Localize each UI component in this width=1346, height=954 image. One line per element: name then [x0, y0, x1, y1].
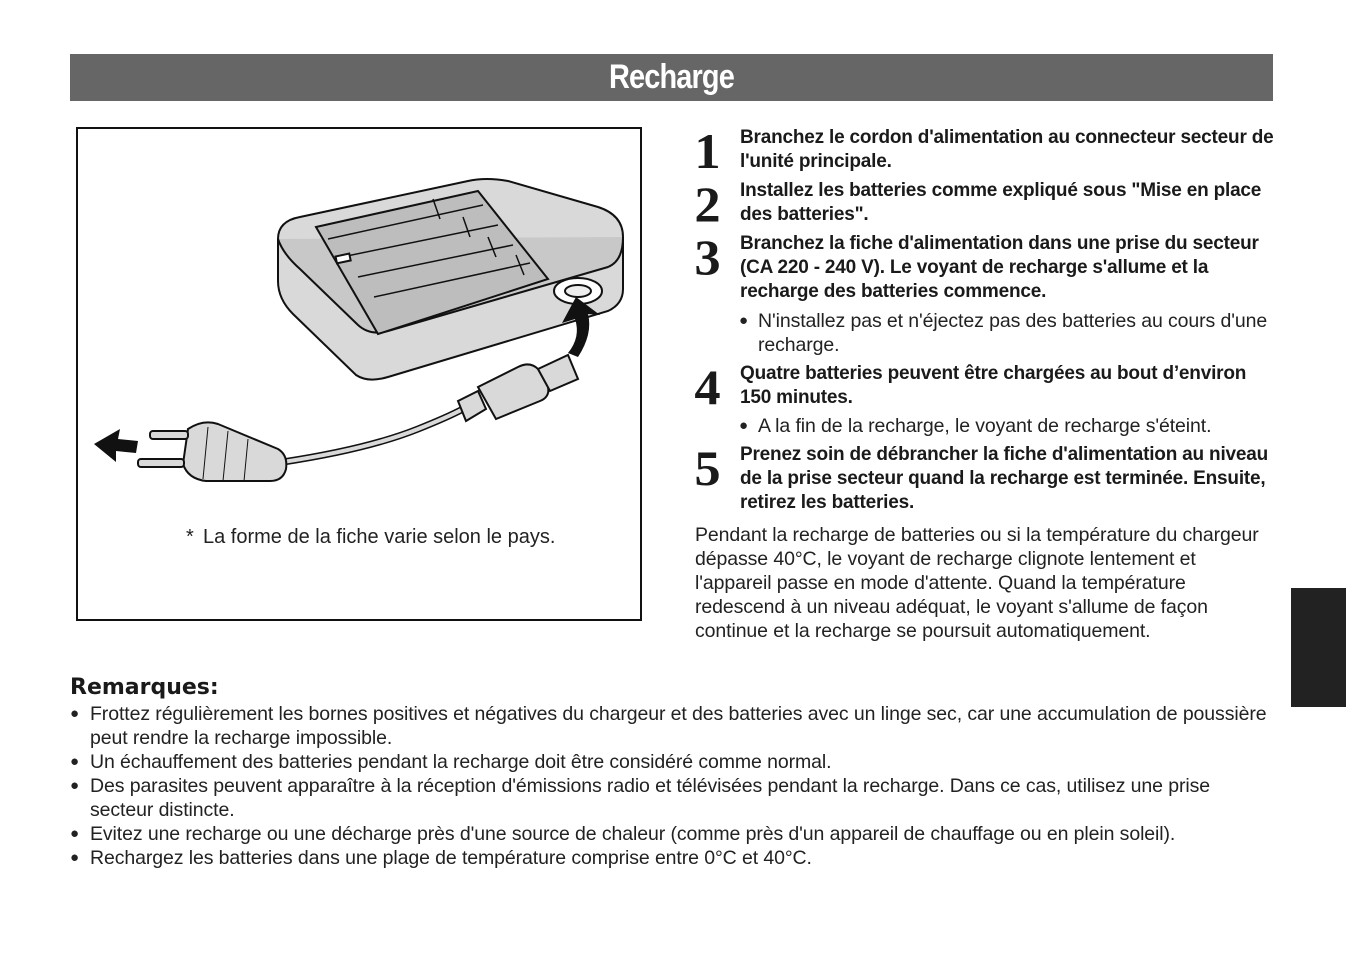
illustration-box: [76, 127, 642, 621]
figure-footnote: [186, 525, 606, 550]
remarks-section: [70, 674, 1270, 870]
step-2: [694, 176, 1280, 232]
remark-text: Frottez régulièrement les bornes positives et négatives du chargeur et des batteries avec un linge sec, car une accumulation de poussière peut rendre la recharge impossible.: [90, 703, 1267, 749]
bullet-icon: ●: [70, 753, 79, 770]
step-text: Prenez soin de débrancher la fiche d'alimentation au niveau de la prise secteur quand la recharge est terminée. Ensuite, retirez les batteries.: [740, 444, 1269, 513]
pull-arrow-icon: [94, 429, 138, 462]
bullet-icon: ●: [739, 312, 748, 329]
list-item: [70, 774, 1270, 822]
list-item: [70, 702, 1270, 750]
temperature-paragraph: Pendant la recharge de batteries ou si la température du chargeur dépasse 40°C, le voyant de recharge clignote lentement et l'appareil passe en mode d'attente. Quand la température redescend à un niveau adéquat, le voyant s'allume de façon continue et la recharge se poursuit automatiquement.: [695, 524, 1259, 642]
mains-plug-icon: [138, 422, 286, 481]
step-1: [694, 123, 1280, 179]
step-number: 3: [694, 229, 721, 285]
step-text: Quatre batteries peuvent être chargées au bout d’environ 150 minutes.: [740, 363, 1247, 408]
note-text: A la fin de la recharge, le voyant de recharge s'éteint.: [758, 415, 1212, 437]
power-cord-icon: [283, 355, 578, 462]
step-number: 5: [694, 440, 721, 496]
remark-text: Rechargez les batteries dans une plage de température comprise entre 0°C et 40°C.: [90, 847, 812, 869]
list-item: [70, 846, 1270, 870]
bullet-icon: ●: [739, 417, 748, 434]
bullet-icon: ●: [70, 849, 79, 866]
list-item: [70, 822, 1270, 846]
step-5: [694, 440, 1280, 515]
remarks-list: [70, 702, 1270, 870]
step-3-note: [695, 309, 1280, 357]
footnote-marker: *: [186, 526, 194, 548]
step-4-note: [695, 414, 1280, 438]
bullet-icon: ●: [70, 825, 79, 842]
remark-text: Evitez une recharge ou une décharge près d'une source de chaleur (comme près d'un appareil de chauffage ou en plein soleil).: [90, 823, 1176, 845]
list-item: [70, 750, 1270, 774]
section-tab: [1291, 588, 1346, 707]
step-4: [694, 359, 1280, 415]
page-title: Recharge: [609, 58, 734, 96]
footnote-text: La forme de la fiche varie selon le pays.: [203, 526, 556, 548]
remark-text: Un échauffement des batteries pendant la recharge doit être considéré comme normal.: [90, 751, 832, 773]
step-text: Branchez le cordon d'alimentation au connecteur secteur de l'unité principale.: [740, 127, 1274, 172]
note-text: N'installez pas et n'éjectez pas des batteries au cours d'une recharge.: [758, 310, 1268, 356]
step-number: 1: [694, 123, 721, 179]
step-text: Branchez la fiche d'alimentation dans une prise du secteur (CA 220 - 240 V). Le voyant de recharge s'allume et la recharge des batteries commence.: [740, 233, 1259, 302]
remarks-heading: Remarques:: [70, 675, 219, 700]
step-number: 2: [694, 176, 721, 232]
step-3: [694, 229, 1280, 304]
title-bar: [70, 54, 1273, 101]
remark-text: Des parasites peuvent apparaître à la réception d'émissions radio et télévisées pendant la recharge. Dans ce cas, utilisez une prise secteur distincte.: [90, 775, 1210, 821]
steps-list: [694, 123, 1280, 515]
step-text: Installez les batteries comme expliqué sous "Mise en place des batteries".: [740, 180, 1262, 225]
step-number: 4: [694, 359, 721, 415]
bullet-icon: ●: [70, 705, 79, 722]
bullet-icon: ●: [70, 777, 79, 794]
